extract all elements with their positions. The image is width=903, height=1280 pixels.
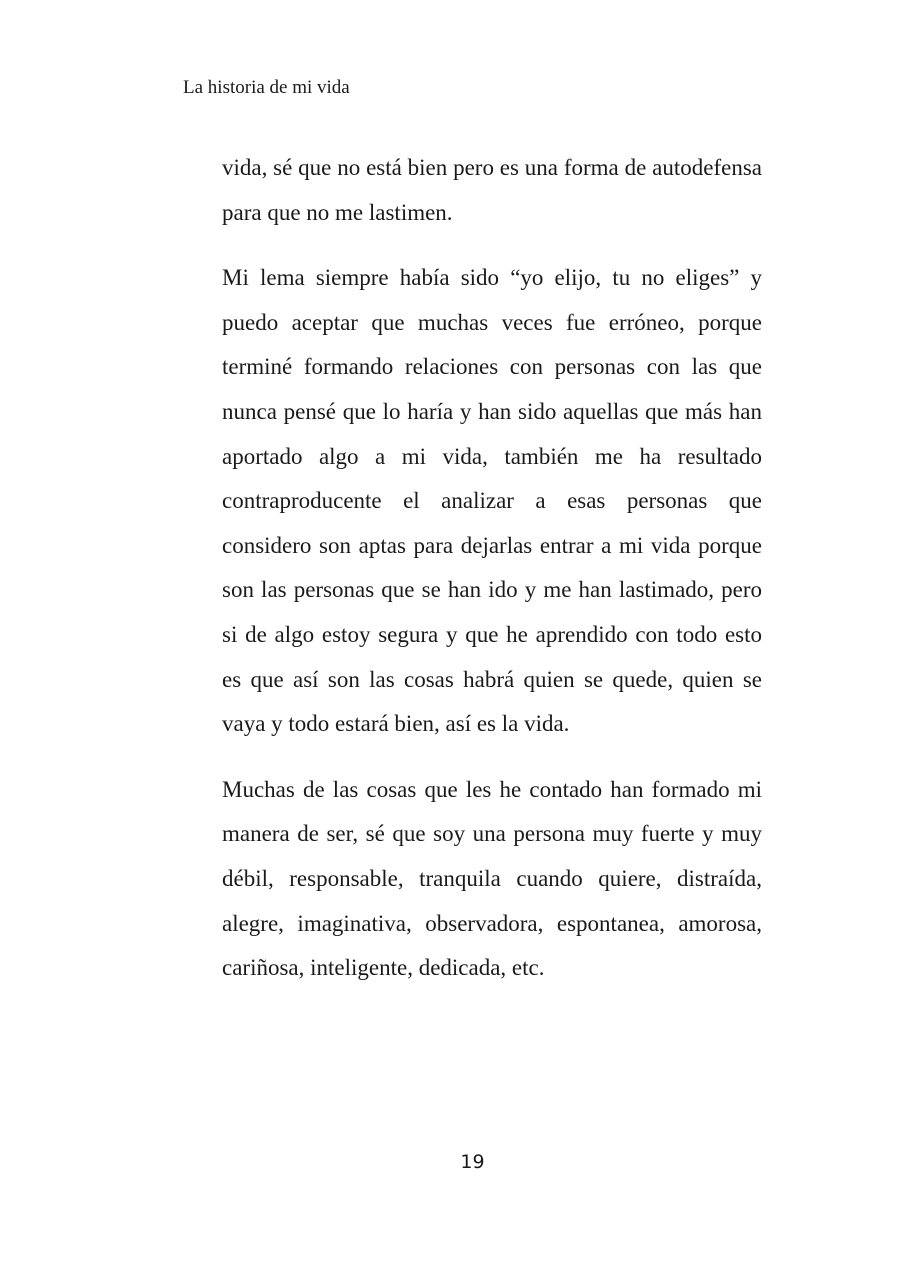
paragraph: Mi lema siempre había sido “yo elijo, tu no eliges” y puedo aceptar que muchas veces fue erróneo, porque terminé formando relaciones con personas con las que nunca pensé que lo haría y han sido aquellas que más han aportado algo a mi vida, también me ha resultado contraproducente el analizar a esas personas que considero son aptas para dejarlas entrar a mi vida porque son las personas que se han ido y me han lastimado, pero si de algo estoy segura y que he aprendido con todo esto es que así son las cosas habrá quien se quede, quien se vaya y todo estará bien, así es la vida. — [222, 265, 762, 737]
page-number: 19 — [460, 1151, 485, 1173]
paragraph: vida, sé que no está bien pero es una forma de autodefensa para que no me lastimen. — [222, 155, 762, 225]
body-text — [222, 146, 762, 1012]
running-header: La historia de mi vida — [183, 77, 350, 98]
paragraph: Muchas de las cosas que les he contado han formado mi manera de ser, sé que soy una persona muy fuerte y muy débil, responsable, tranquila cuando quiere, distraída, alegre, imaginativa, observadora, espontanea, amorosa, cariñosa, inteligente, dedicada, etc. — [222, 776, 762, 981]
